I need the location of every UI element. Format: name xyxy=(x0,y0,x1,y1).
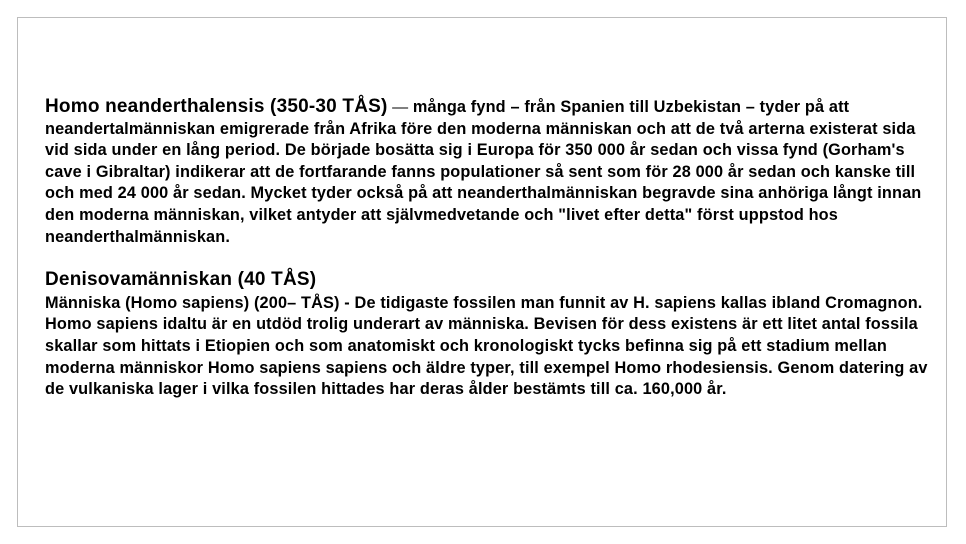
idaltu-paragraph: Homo sapiens idaltu är en utdöd trolig underart av människa. Bevisen för dess existens är ett litet antal fossila skallar som hittats i Etiopien och som anatomiskt och kronologiskt tycks befinna sig på ett stadium mellan moderna människor Homo sapiens sapiens och äldre typer, till exempel Homo rhodesiensis. Genom datering av de vulkaniska lager i vilka fossilen hittades har deras ålder bestämts till ca. 160,000 år. xyxy=(45,315,928,399)
sapiens-paragraph: Människa (Homo sapiens) (200– TÅS) - De tidigaste fossilen man funnit av H. sapiens kallas ibland Cromagnon. xyxy=(45,293,923,312)
denisova-heading: Denisovamänniskan (40 TÅS) xyxy=(45,269,317,291)
title-dash: — xyxy=(387,99,413,116)
slide-content xyxy=(45,96,940,401)
neanderthal-paragraph xyxy=(45,96,940,248)
neanderthal-body: många fynd – från Spanien till Uzbekistan – tyder på att neandertalmänniskan emigrerade från Afrika före den moderna människan och att de två arterna existerat sida vid sida under en lång period. De började bosätta sig i Europa för 350 000 år sedan och vissa fynd (Gorham's cave i Gibraltar) indikerar att de fortfarande fanns populationer så sent som för 28 000 år sedan och kanske till och med 24 000 år sedan. Mycket tyder också på att neanderthalmänniskan begravde sina anhöriga långt innan den moderna människan, vilket antyder att självmedvetande och "livet efter detta" först uppstod hos neanderthalmänniskan. xyxy=(45,98,922,246)
neanderthal-title: Homo neanderthalensis (350-30 TÅS) xyxy=(45,96,388,117)
paragraph-spacer xyxy=(45,248,940,269)
